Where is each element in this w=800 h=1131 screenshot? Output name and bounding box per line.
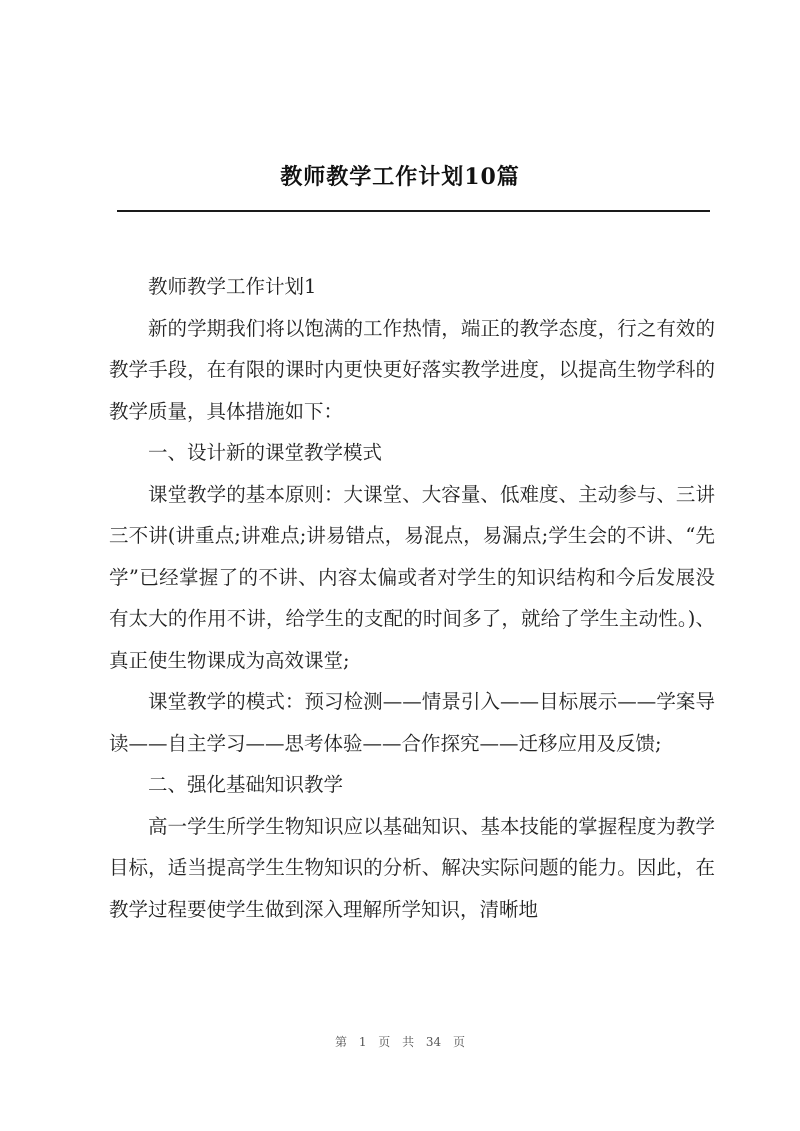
page-footer: 第 1 页 共 34 页	[335, 1035, 465, 1049]
section-heading: 一、设计新的课堂教学模式	[148, 441, 383, 464]
section-heading: 教师教学工作计划1	[148, 275, 317, 298]
section-heading: 二、强化基础知识教学	[148, 773, 344, 796]
document-title: 教师教学工作计划10篇	[280, 164, 520, 190]
body-paragraph: 课堂教学的模式：预习检测——情景引入——目标展示——学案导读——自主学习——思考体验——合作探究——迁移应用及反馈;	[109, 690, 715, 755]
body-paragraph: 新的学期我们将以饱满的工作热情，端正的教学态度，行之有效的教学手段，在有限的课时内更快更好落实教学进度，以提高生物学科的教学质量，具体措施如下：	[109, 316, 715, 423]
document-body	[109, 266, 715, 930]
title-divider	[117, 210, 710, 212]
body-paragraph: 课堂教学的基本原则：大课堂、大容量、低难度、主动参与、三讲三不讲(讲重点;讲难点;讲易错点，易混点，易漏点;学生会的不讲、“先学”已经掌握了的不讲、内容太偏或者对学生的知识结构和今后发展没有太大的作用不讲，给学生的支配的时间多了，就给了学生主动性。)、真正使生物课成为高效课堂;	[109, 482, 715, 672]
body-paragraph: 高一学生所学生物知识应以基础知识、基本技能的掌握程度为教学目标，适当提高学生生物知识的分析、解决实际问题的能力。因此，在教学过程要使学生做到深入理解所学知识，清晰地	[109, 814, 715, 921]
